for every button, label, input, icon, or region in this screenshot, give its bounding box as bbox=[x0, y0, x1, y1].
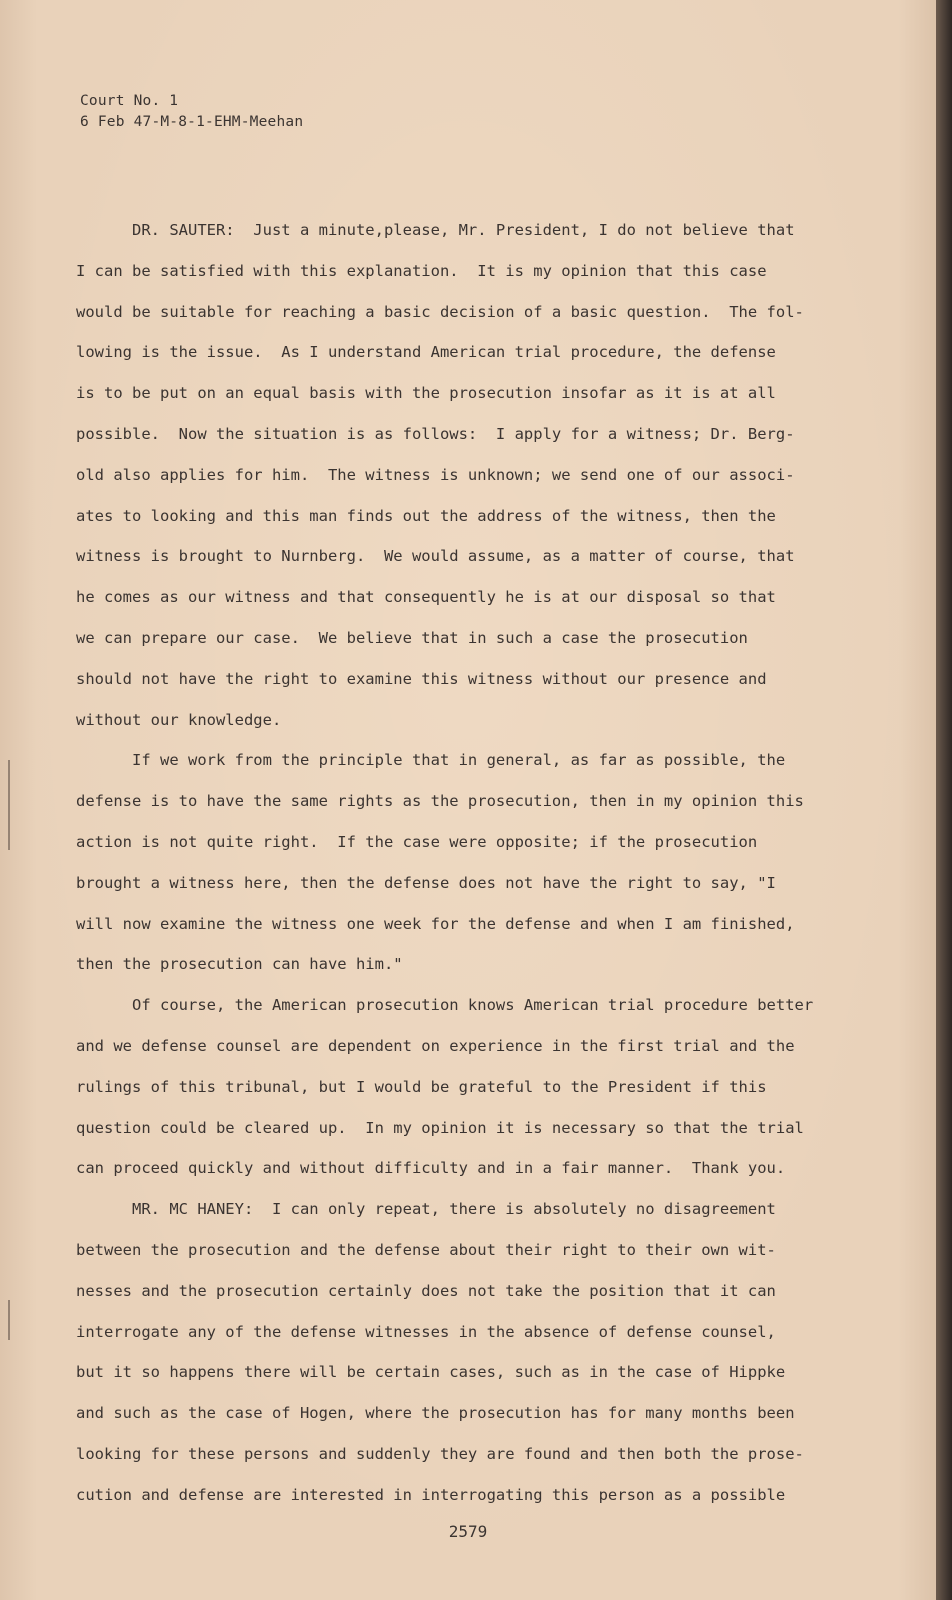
text-line: Of course, the American prosecution knows American trial procedure better bbox=[76, 996, 814, 1015]
text-line: and we defense counsel are dependent on experience in the first trial and the bbox=[76, 1036, 795, 1055]
text-line: is to be put on an equal basis with the prosecution insofar as it is at all bbox=[76, 384, 776, 403]
court-number: Court No. 1 bbox=[80, 93, 179, 109]
text-line: DR. SAUTER: Just a minute,please, Mr. President, I do not believe that bbox=[76, 221, 795, 239]
document-header bbox=[80, 91, 303, 133]
text-line: nesses and the prosecution certainly does not take the position that it can bbox=[76, 1281, 776, 1300]
text-line: interrogate any of the defense witnesses in the absence of defense counsel, bbox=[76, 1322, 776, 1341]
text-line: then the prosecution can have him." bbox=[76, 955, 403, 974]
text-line: I can be satisfied with this explanation. It is my opinion that this case bbox=[76, 261, 767, 280]
text-line: question could be cleared up. In my opinion it is necessary so that the trial bbox=[76, 1118, 804, 1137]
text-line: he comes as our witness and that consequently he is at our disposal so that bbox=[76, 588, 776, 607]
text-line: rulings of this tribunal, but I would be grateful to the President if this bbox=[76, 1077, 767, 1096]
text-line: and such as the case of Hogen, where the prosecution has for many months been bbox=[76, 1404, 795, 1423]
text-line: cution and defense are interested in interrogating this person as a possible bbox=[76, 1485, 786, 1504]
text-line: will now examine the witness one week for the defense and when I am finished, bbox=[76, 914, 795, 933]
page-number: 2579 bbox=[448, 1522, 488, 1541]
text-line: can proceed quickly and without difficulty and in a fair manner. Thank you. bbox=[76, 1159, 786, 1178]
text-line: MR. MC HANEY: I can only repeat, there is absolutely no disagreement bbox=[76, 1200, 776, 1219]
document-reference: 6 Feb 47-M-8-1-EHM-Meehan bbox=[80, 114, 304, 130]
text-line: should not have the right to examine this witness without our presence and bbox=[76, 669, 767, 688]
text-line: looking for these persons and suddenly they are found and then both the prose- bbox=[76, 1444, 804, 1463]
margin-crease-mark bbox=[8, 1300, 10, 1340]
text-line: action is not quite right. If the case were opposite; if the prosecution bbox=[76, 832, 758, 851]
text-line: If we work from the principle that in general, as far as possible, the bbox=[76, 751, 786, 770]
text-line: would be suitable for reaching a basic decision of a basic question. The fol- bbox=[76, 302, 804, 321]
transcript-body bbox=[76, 210, 876, 1516]
text-line: old also applies for him. The witness is unknown; we send one of our associ- bbox=[76, 465, 795, 484]
text-line: ates to looking and this man finds out the address of the witness, then the bbox=[76, 506, 776, 525]
text-line: without our knowledge. bbox=[76, 710, 282, 729]
margin-crease-mark bbox=[8, 760, 10, 850]
text-line: witness is brought to Nurnberg. We would assume, as a matter of course, that bbox=[76, 547, 795, 566]
text-line: lowing is the issue. As I understand American trial procedure, the defense bbox=[76, 343, 776, 362]
text-line: defense is to have the same rights as the prosecution, then in my opinion this bbox=[76, 792, 804, 811]
text-line: we can prepare our case. We believe that in such a case the prosecution bbox=[76, 628, 748, 647]
text-line: between the prosecution and the defense about their right to their own wit- bbox=[76, 1240, 776, 1259]
text-line: but it so happens there will be certain cases, such as in the case of Hippke bbox=[76, 1363, 786, 1382]
scan-edge-shadow bbox=[936, 0, 952, 1600]
text-line: possible. Now the situation is as follows: I apply for a witness; Dr. Berg- bbox=[76, 424, 795, 443]
text-line: brought a witness here, then the defense does not have the right to say, "I bbox=[76, 873, 776, 892]
